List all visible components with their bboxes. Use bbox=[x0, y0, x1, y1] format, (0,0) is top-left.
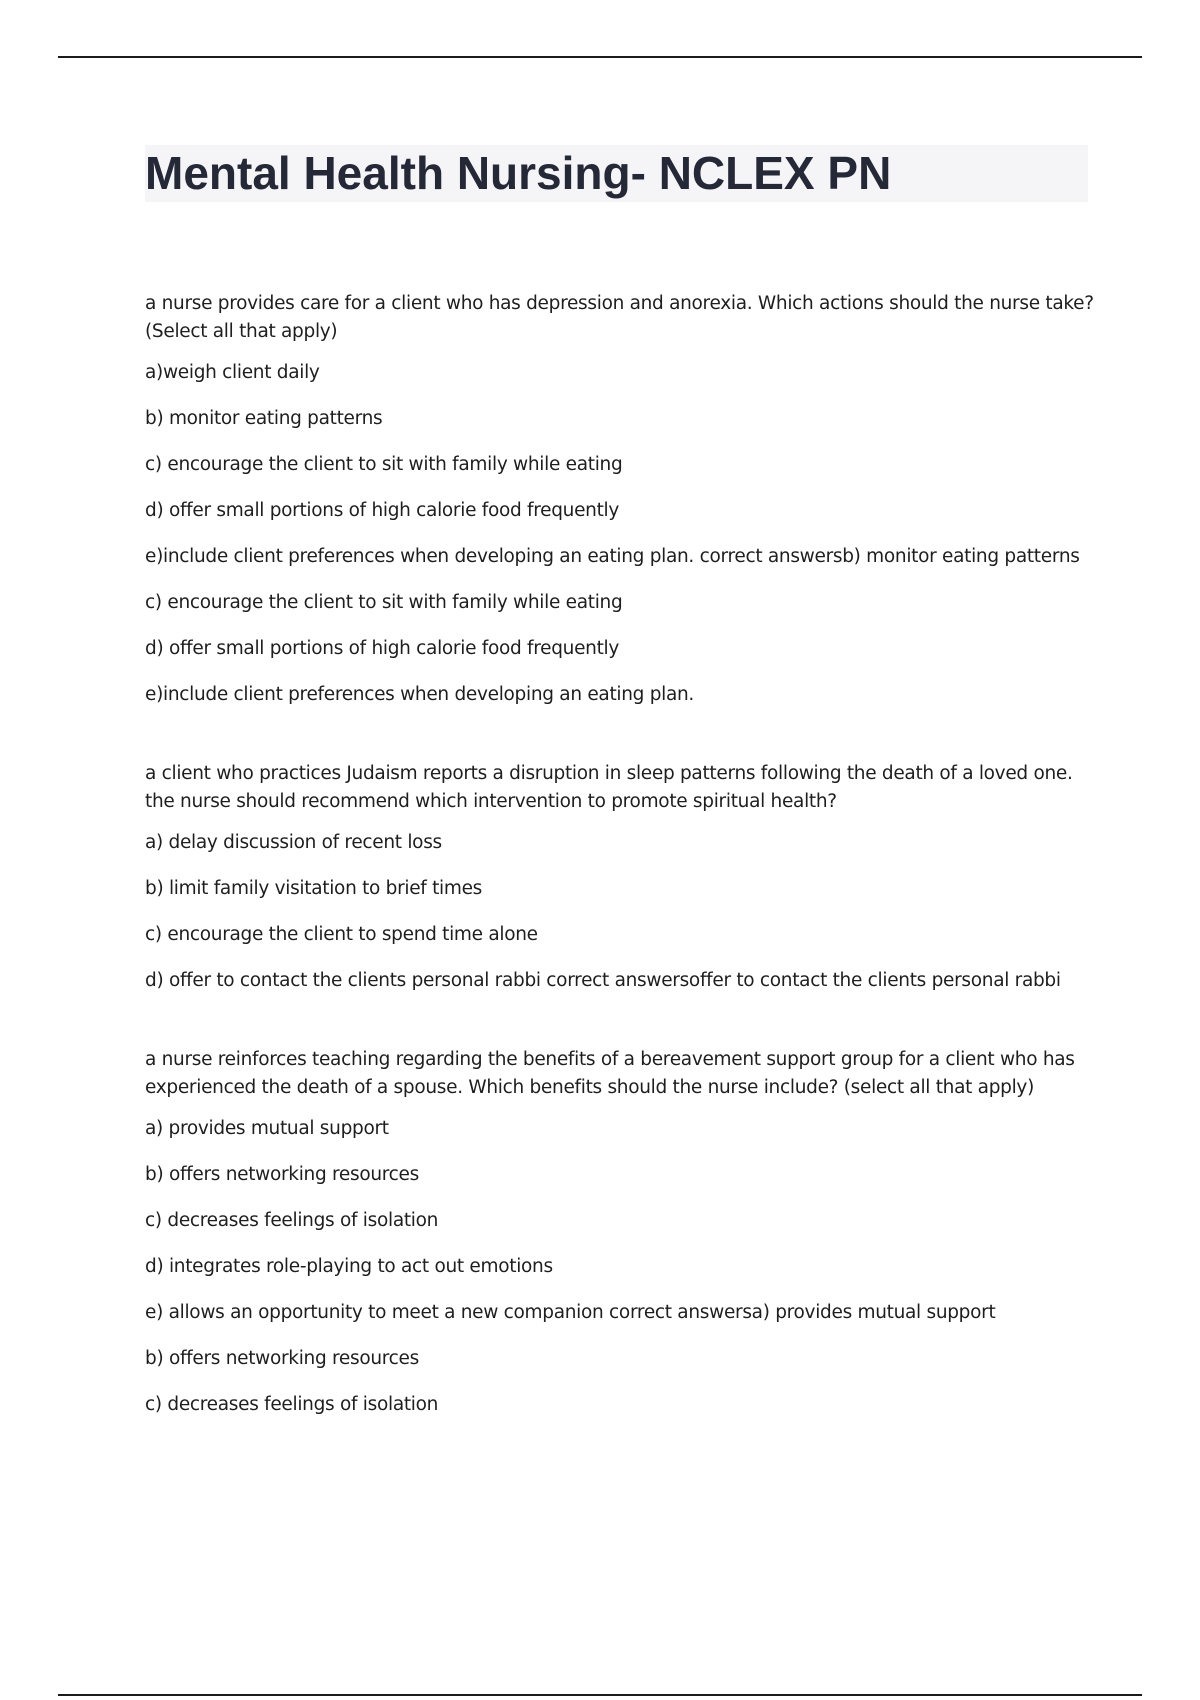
question-stem: a nurse provides care for a client who has depression and anorexia. Which actions should the nurse take? (Select all that apply) bbox=[145, 293, 1094, 342]
question-stem: a nurse reinforces teaching regarding the benefits of a bereavement support group for a client who has experienced the death of a spouse. Which benefits should the nurse include? (select all that apply) bbox=[145, 1049, 1075, 1098]
answer-line: c) encourage the client to sit with family while eating bbox=[145, 454, 623, 475]
answer-line: d) offer small portions of high calorie food frequently bbox=[145, 638, 620, 659]
answer-line: a) provides mutual support bbox=[145, 1118, 389, 1139]
answer-line: d) integrates role-playing to act out emotions bbox=[145, 1256, 553, 1277]
top-rule bbox=[58, 56, 1142, 58]
question-block-3 bbox=[145, 1046, 1095, 1422]
answer-line: d) offer to contact the clients personal rabbi correct answersoffer to contact the clients personal rabbi bbox=[145, 970, 1061, 991]
answer-line: d) offer small portions of high calorie food frequently bbox=[145, 500, 620, 521]
question-stem: a client who practices Judaism reports a disruption in sleep patterns following the death of a loved one. the nurse should recommend which intervention to promote spiritual health? bbox=[145, 763, 1073, 812]
document-body bbox=[145, 290, 1095, 1422]
answer-line: c) encourage the client to spend time alone bbox=[145, 924, 538, 945]
answer-line: a) delay discussion of recent loss bbox=[145, 832, 442, 853]
question-block-1 bbox=[145, 290, 1095, 712]
answer-line: c) decreases feelings of isolation bbox=[145, 1210, 439, 1231]
page-title: Mental Health Nursing- NCLEX PN bbox=[145, 147, 892, 199]
answer-line: e) allows an opportunity to meet a new companion correct answersa) provides mutual support bbox=[145, 1302, 996, 1323]
answer-line: b) limit family visitation to brief times bbox=[145, 878, 483, 899]
answer-line: b) offers networking resources bbox=[145, 1348, 419, 1369]
bottom-rule bbox=[58, 1694, 1142, 1696]
question-block-2 bbox=[145, 760, 1095, 998]
answer-line: e)include client preferences when developing an eating plan. bbox=[145, 684, 695, 705]
answer-line: b) monitor eating patterns bbox=[145, 408, 383, 429]
answer-line: c) decreases feelings of isolation bbox=[145, 1394, 439, 1415]
answer-line: a)weigh client daily bbox=[145, 362, 320, 383]
answer-line: c) encourage the client to sit with family while eating bbox=[145, 592, 623, 613]
answer-line: b) offers networking resources bbox=[145, 1164, 419, 1185]
answer-line: e)include client preferences when developing an eating plan. correct answersb) monitor eating patterns bbox=[145, 546, 1080, 567]
